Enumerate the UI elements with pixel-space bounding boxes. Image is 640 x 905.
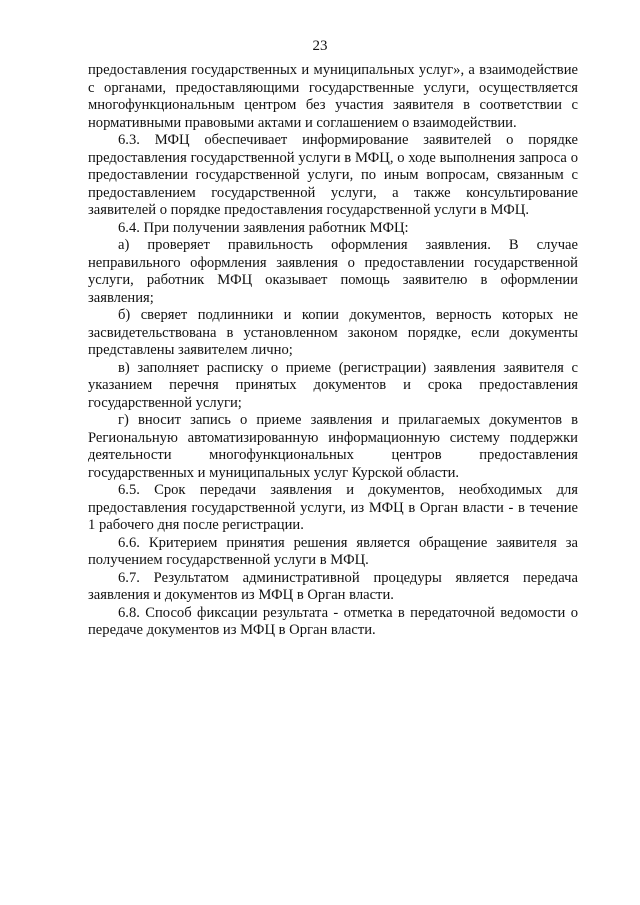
paragraph-6-4-v: в) заполняет расписку о приеме (регистрации) заявления заявителя с указанием перечня принятых документов и срока предоставления государственной услуги; [88, 359, 578, 411]
paragraph-6-7: 6.7. Результатом административной процедуры является передача заявления и документов из МФЦ в Орган власти. [88, 569, 578, 603]
paragraph-6-4-a: а) проверяет правильность оформления заявления. В случае неправильного оформления заявления о предоставлении государственной услуги, работник МФЦ оказывает помощь заявителю в оформлении заявления; [88, 237, 578, 306]
document-body [88, 62, 578, 640]
paragraph-6-5: 6.5. Срок передачи заявления и документов, необходимых для предоставления государственной услуги, из МФЦ в Орган власти - в течение 1 рабочего дня после регистрации. [88, 482, 578, 533]
paragraph-6-6: 6.6. Критерием принятия решения является обращение заявителя за получением государственной услуги в МФЦ. [88, 534, 578, 568]
paragraph-continuation: предоставления государственных и муниципальных услуг», а взаимодействие с органами, предоставляющими государственные услуги, осуществляется многофункциональным центром без участия заявителя в соответствии с нормативными правовыми актами и соглашением о взаимодействии. [88, 62, 578, 131]
paragraph-6-3: 6.3. МФЦ обеспечивает информирование заявителей о порядке предоставления государственной услуги в МФЦ, о ходе выполнения запроса о предоставлении государственной услуги, по иным вопросам, связанным с предоставлением государственной услуги, а также консультирование заявителей о порядке предоставления государственной услуги в МФЦ. [88, 132, 578, 218]
paragraph-6-4: 6.4. При получении заявления работник МФЦ: [118, 219, 409, 236]
page-number: 23 [312, 38, 328, 54]
paragraph-6-4-g: г) вносит запись о приеме заявления и прилагаемых документов в Региональную автоматизированную информационную систему поддержки деятельности многофункциональных центров предоставления государственных и муниципальных услуг Курской области. [88, 412, 578, 481]
paragraph-6-8: 6.8. Способ фиксации результата - отметка в передаточной ведомости о передаче документов из МФЦ в Орган власти. [88, 604, 578, 638]
paragraph-6-4-b: б) сверяет подлинники и копии документов, верность которых не засвидетельствована в установленном законом порядке, если документы представлены заявителем лично; [88, 307, 578, 358]
